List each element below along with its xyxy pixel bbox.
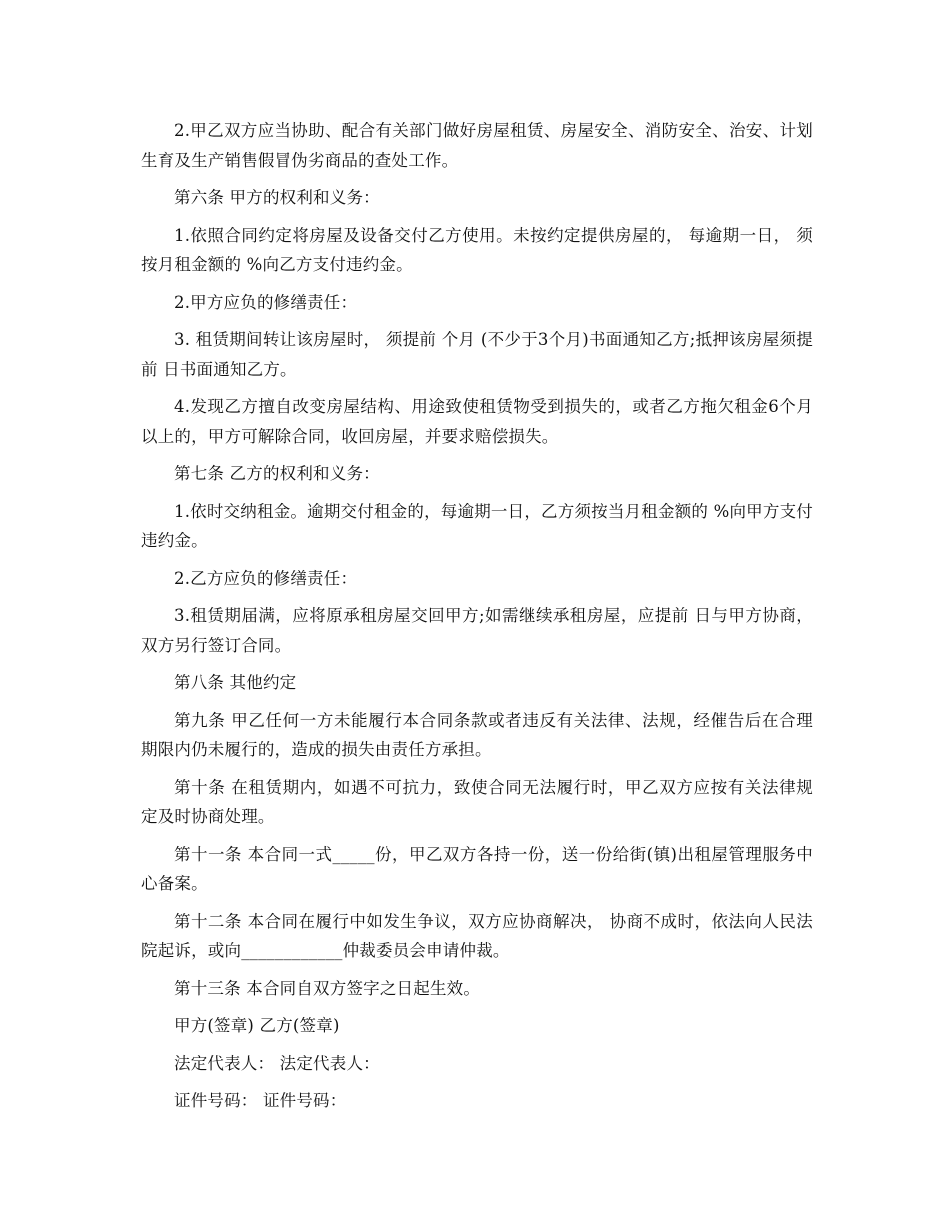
signature-line-parties: 甲方(签章) 乙方(签章) — [174, 1016, 340, 1035]
paragraph-article-6-item-2: 2.甲方应负的修缮责任： — [174, 292, 358, 312]
paragraph-article-7-item-1: 1.依时交纳租金。逾期交付租金的，每逾期一日，乙方须按当月租金额的 %向甲方支付违约金。 — [141, 501, 813, 550]
signature-line-representatives: 法定代表人： 法定代表人： — [174, 1053, 380, 1073]
paragraph-article-6-item-1: 1.依照合同约定将房屋及设备交付乙方使用。未按约定提供房屋的， 每逾期一日， 须按月租金额的 %向乙方支付违约金。 — [141, 225, 813, 274]
paragraph-article-13: 第十三条 本合同自双方签字之日起生效。 — [174, 978, 481, 998]
paragraph-article-12: 第十二条 本合同在履行中如发生争议，双方应协商解决， 协商不成时，依法向人民法院起诉，或向____________仲裁委员会申请仲裁。 — [141, 911, 813, 960]
paragraph-article-6-item-3: 3. 租赁期间转让该房屋时， 须提前 个月 (不少于3个月)书面通知乙方;抵押该房屋须提前 日书面通知乙方。 — [141, 330, 813, 379]
paragraph-article-6-item-4: 4.发现乙方擅自改变房屋结构、用途致使租赁物受到损失的，或者乙方拖欠租金6个月以上的，甲方可解除合同，收回房屋，并要求赔偿损失。 — [141, 397, 813, 446]
paragraph-article-11: 第十一条 本合同一式_____份，甲乙双方各持一份，送一份给街(镇)出租屋管理服务中心备案。 — [141, 844, 813, 893]
signature-line-id-numbers: 证件号码： 证件号码： — [174, 1091, 347, 1110]
heading-article-8: 第八条 其他约定 — [174, 673, 297, 692]
heading-article-7: 第七条 乙方的权利和义务： — [174, 464, 380, 483]
paragraph-article-7-item-2: 2.乙方应负的修缮责任： — [174, 568, 358, 588]
document-body — [141, 116, 813, 1124]
paragraph-article-10: 第十条 在租赁期内，如遇不可抗力，致使合同无法履行时，甲乙双方应按有关法律规定及时协商处理。 — [141, 777, 813, 826]
paragraph-article-9: 第九条 甲乙任何一方未能履行本合同条款或者违反有关法律、法规，经催告后在合理期限内仍未履行的，造成的损失由责任方承担。 — [141, 710, 813, 759]
paragraph-clause-5-item-2: 2.甲乙双方应当协助、配合有关部门做好房屋租赁、房屋安全、消防安全、治安、计划生育及生产销售假冒伪劣商品的查处工作。 — [141, 121, 813, 170]
heading-article-6: 第六条 甲方的权利和义务： — [174, 188, 380, 207]
paragraph-article-7-item-3: 3.租赁期届满，应将原承租房屋交回甲方;如需继续承租房屋，应提前 日与甲方协商，双方另行签订合同。 — [141, 606, 813, 655]
